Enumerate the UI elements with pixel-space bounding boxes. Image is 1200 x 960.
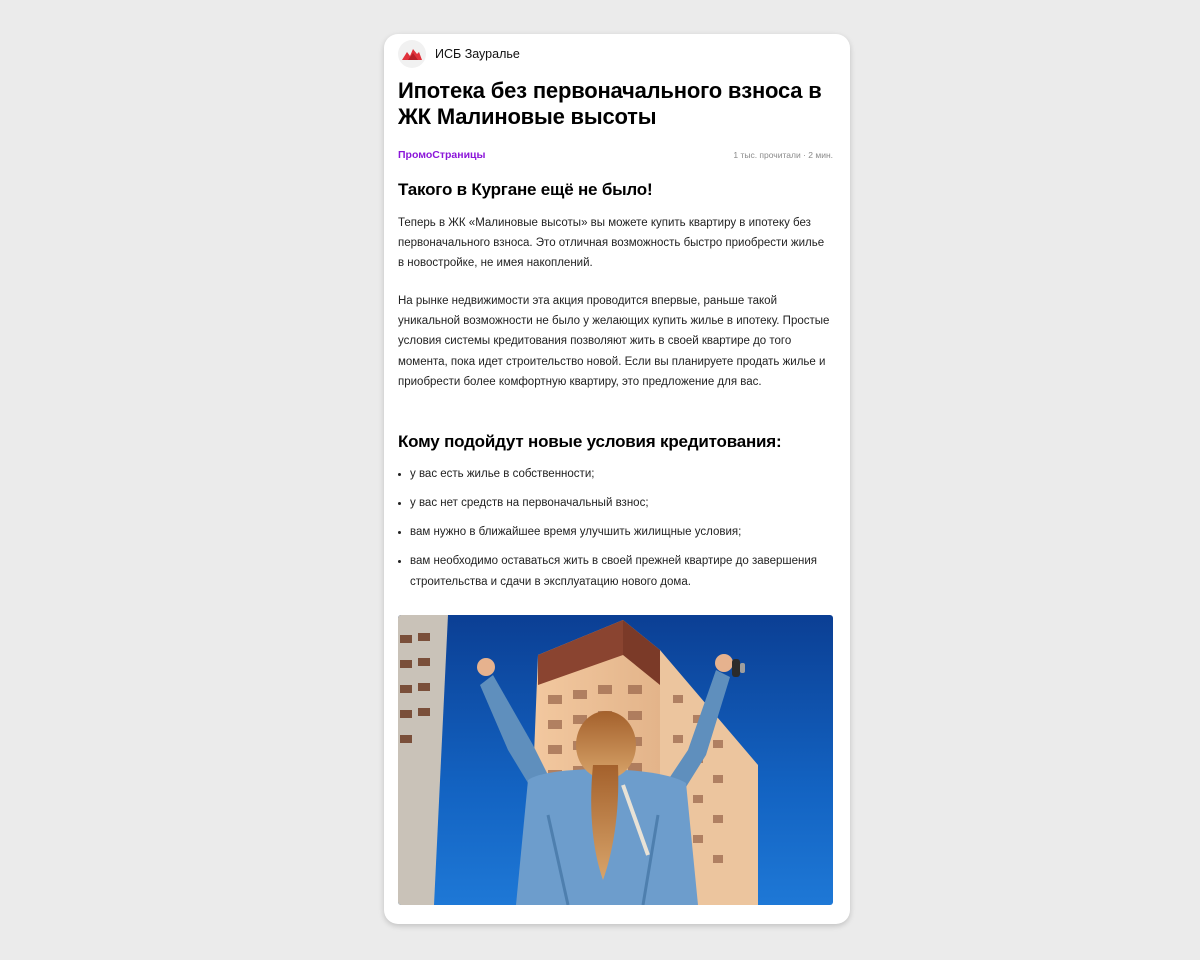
article-title: Ипотека без первоначального взноса в ЖК Малиновые высоты [398,78,822,129]
channel-avatar[interactable] [398,40,426,68]
list-item: • у вас есть жилье в собственности; [410,464,833,485]
read-stats: 1 тыс. прочитали · 2 мин. [733,150,833,160]
promo-pages-link[interactable]: ПромоСтраницы [398,149,486,161]
section-heading-intro: Такого в Кургане ещё не было! [398,180,653,199]
section-heading-audience: Кому подойдут новые условия кредитования: [398,432,782,451]
paragraph-market: На рынке недвижимости эта акция проводится впервые, раньше такой уникальной возможности не было у желающих купить жилье в ипотеку. Простые условия системы кредитования позволяют жить в своей квартире до того момента, пока идет строительство новой. Если вы планируете продать жилье и приобрести более комфортную квартиру, это предложение для вас. [398,295,830,388]
woman-with-keys-photo [398,615,833,905]
article-card [384,34,850,924]
list-item: • у вас нет средств на первоначальный взнос; [410,493,833,514]
article-meta [398,148,833,162]
channel-header [398,39,520,69]
list-item: • вам нужно в ближайшее время улучшить жилищные условия; [410,522,833,543]
conditions-list [398,464,833,601]
list-item: • вам необходимо оставаться жить в своей прежней квартире до завершения строительства и сдачи в эксплуатацию нового дома. [410,551,833,592]
paragraph-intro: Теперь в ЖК «Малиновые высоты» вы можете купить квартиру в ипотеку без первоначального взноса. Это отличная возможность быстро приобрести жилье в новостройке, не имея накоплений. [398,217,825,270]
red-house-roofs-icon [402,48,422,60]
article-photo [398,615,833,905]
channel-name[interactable]: ИСБ Зауралье [435,47,520,61]
